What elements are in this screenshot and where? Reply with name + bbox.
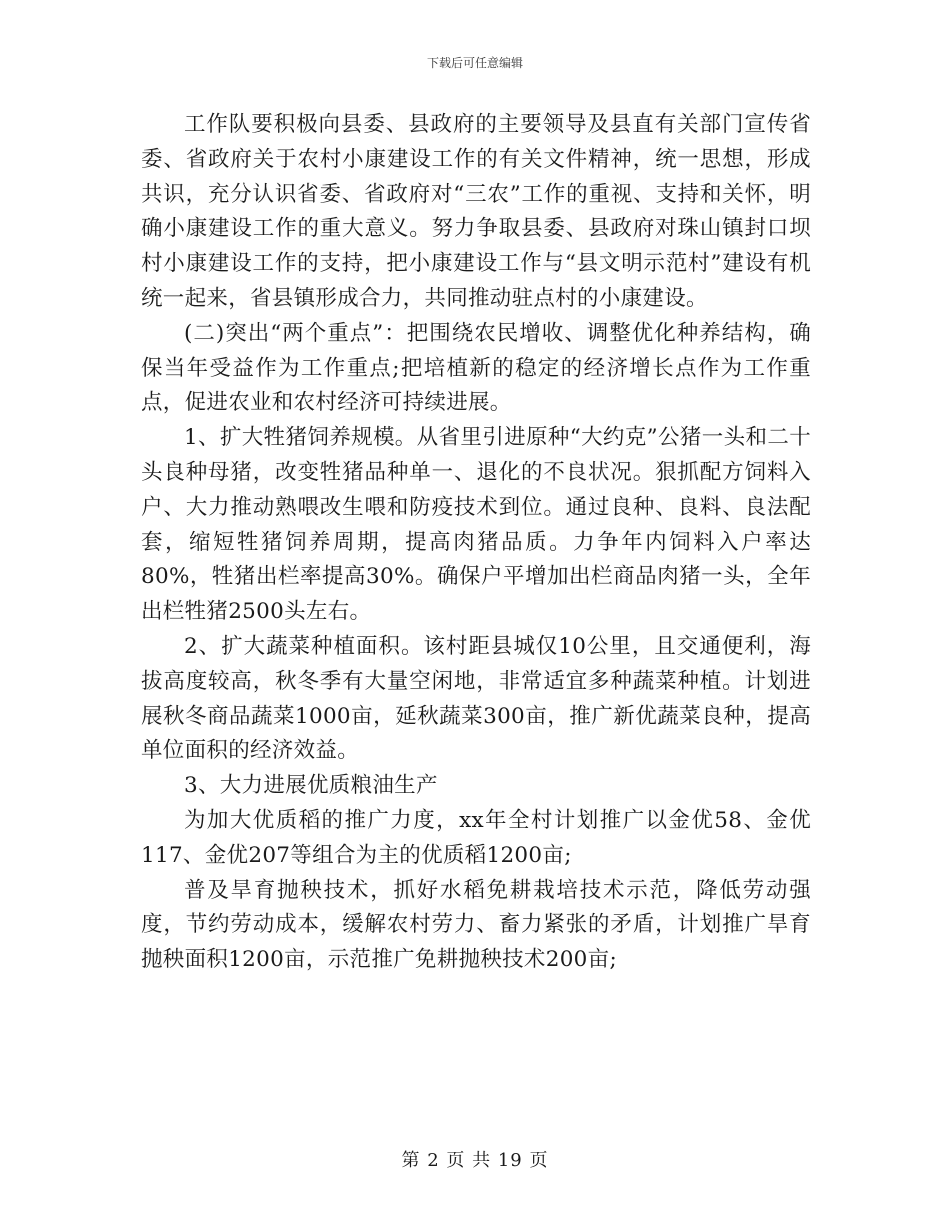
page-header-note: 下载后可任意编辑 — [426, 56, 523, 70]
paragraph-two-priorities: (二)突出“两个重点”：把围绕农民增收、调整优化种养结构，确保当年受益作为工作重点;把培植新的稳定的经济增长点作为工作重点，促进农业和农村经济可持续进展。 — [141, 320, 811, 416]
page-number-footer: 第 2 页 共 19 页 — [401, 1150, 549, 1171]
paragraph-vegetables: 2、扩大蔬菜种植面积。该村距县城仅10公里，且交通便利，海拔高度较高，秋冬季有大量空闲地，非常适宜多种蔬菜种植。计划进展秋冬商品蔬菜1000亩，延秋蔬菜300亩，推广新优蔬菜良种，提高单位面积的经济效益。 — [141, 633, 811, 764]
paragraph-quality-rice: 为加大优质稻的推广力度，xx年全村计划推广以金优58、金优117、金优207等组合为主的优质稻1200亩; — [141, 807, 811, 868]
paragraph-pig-farming: 1、扩大牲猪饲养规模。从省里引进原种“大约克”公猪一头和二十头良种母猪，改变牲猪品种单一、退化的不良状况。狠抓配方饲料入户、大力推动熟喂改生喂和防疫技术到位。通过良种、良料、良法配套，缩短牲猪饲养周期，提高肉猪品质。力争年内饲料入户率达80%，牲猪出栏率提高30%。确保户平增加出栏商品肉猪一头，全年出栏牲猪2500头左右。 — [141, 425, 811, 625]
paragraph-seedling-technique: 普及旱育抛秧技术，抓好水稻免耕栽培技术示范，降低劳动强度，节约劳动成本，缓解农村劳力、畜力紧张的矛盾，计划推广旱育抛秧面积1200亩，示范推广免耕抛秧技术200亩; — [141, 877, 811, 973]
paragraph-grain-heading: 3、大力进展优质粮油生产 — [184, 773, 438, 799]
paragraph-publicity: 工作队要积极向县委、县政府的主要领导及县直有关部门宣传省委、省政府关于农村小康建设工作的有关文件精神，统一思想，形成共识，充分认识省委、省政府对“三农”工作的重视、支持和关怀，明确小康建设工作的重大意义。努力争取县委、县政府对珠山镇封口坝村小康建设工作的支持，把小康建设工作与“县文明示范村”建设有机统一起来，省县镇形成合力，共同推动驻点村的小康建设。 — [141, 112, 811, 311]
document-body — [141, 108, 811, 978]
